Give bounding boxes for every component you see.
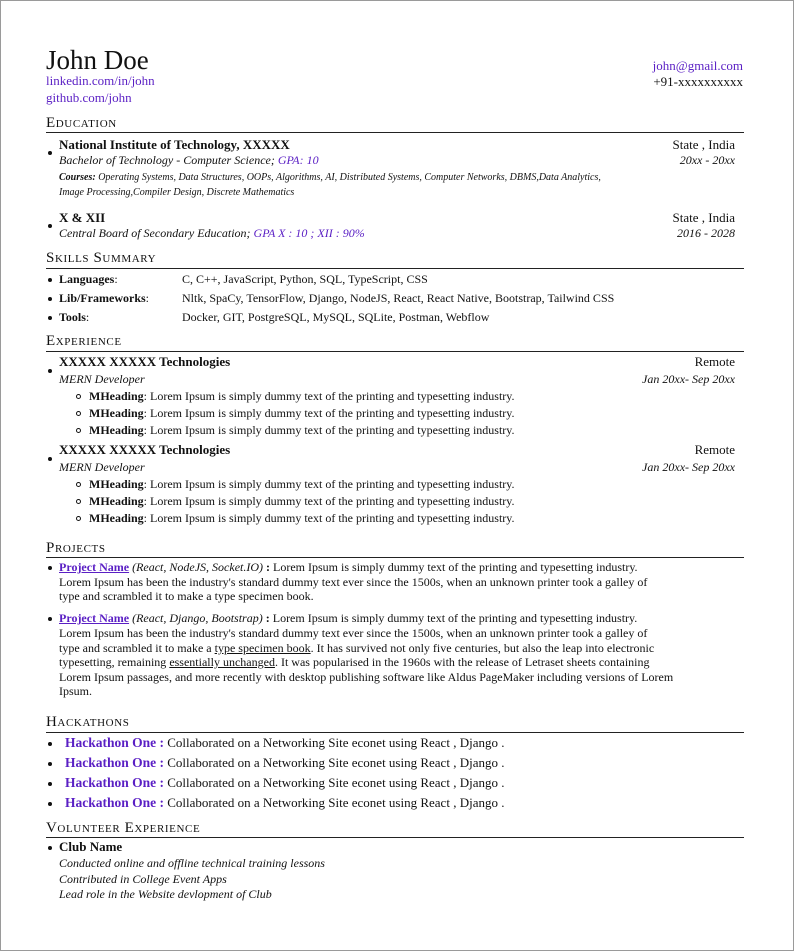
- bullet: [48, 742, 52, 746]
- job-location: Remote: [694, 354, 735, 369]
- skill-value: Nltk, SpaCy, TensorFlow, Django, NodeJS, React, React Native, Bootstrap, Tailwind CSS: [182, 291, 615, 305]
- institution-name: X & XII: [59, 210, 106, 225]
- education-dates: 2016 - 2028: [677, 226, 735, 240]
- bullet: [48, 151, 52, 155]
- project-description: Lorem Ipsum passages, and more recently with desktop publishing software like Aldus PageMaker including versions of Lorem: [59, 670, 674, 684]
- bullet: [48, 846, 52, 850]
- volunteer-heading: Volunteer Experience: [46, 820, 201, 836]
- bullet: [48, 457, 52, 461]
- experience-point: MHeading: Lorem Ipsum is simply dummy text of the printing and typesetting industry.: [89, 389, 515, 403]
- company-name: XXXXX XXXXX Technologies: [59, 442, 231, 457]
- volunteer-line: Contributed in College Event Apps: [59, 872, 227, 886]
- institution-location: State , India: [672, 137, 735, 152]
- degree-line: Bachelor of Technology - Computer Science; GPA: 10: [59, 153, 319, 167]
- education-rule: [46, 132, 744, 133]
- projects-rule: [46, 557, 744, 558]
- project-description: type and scrambled it to make a type specimen book. It has survived not only five centuries, but also the leap into electronic: [59, 641, 655, 655]
- experience-point: MHeading: Lorem Ipsum is simply dummy text of the printing and typesetting industry.: [89, 511, 515, 525]
- bullet: [48, 278, 52, 282]
- bullet: [48, 224, 52, 228]
- job-location: Remote: [694, 442, 735, 457]
- bullet: [48, 316, 52, 320]
- circle-bullet: [76, 428, 81, 433]
- company-name: XXXXX XXXXX Technologies: [59, 354, 231, 369]
- skill-value: Docker, GIT, PostgreSQL, MySQL, SQLite, Postman, Webflow: [182, 310, 490, 324]
- phone-number: +91-xxxxxxxxxx: [653, 74, 743, 89]
- experience-point: MHeading: Lorem Ipsum is simply dummy text of the printing and typesetting industry.: [89, 494, 515, 508]
- hackathons-heading: Hackathons: [46, 714, 130, 730]
- project-name-link[interactable]: Project Name: [59, 611, 130, 625]
- github-link[interactable]: github.com/john: [46, 90, 132, 105]
- hackathon-item: Hackathon One : Collaborated on a Networking Site econet using React , Django .: [65, 755, 505, 770]
- gpa: GPA: 10: [277, 153, 319, 167]
- circle-bullet: [76, 482, 81, 487]
- gpa: GPA X : 10 ; XII : 90%: [253, 226, 365, 240]
- hackathon-item: Hackathon One : Collaborated on a Networking Site econet using React , Django .: [65, 735, 505, 750]
- bullet: [48, 297, 52, 301]
- bullet: [48, 782, 52, 786]
- candidate-name: John Doe: [46, 45, 149, 75]
- email-link[interactable]: john@gmail.com: [652, 58, 743, 73]
- experience-point: MHeading: Lorem Ipsum is simply dummy text of the printing and typesetting industry.: [89, 406, 515, 420]
- skills-rule: [46, 268, 744, 269]
- experience-point: MHeading: Lorem Ipsum is simply dummy text of the printing and typesetting industry.: [89, 423, 515, 437]
- volunteer-line: Conducted online and offline technical training lessons: [59, 856, 325, 870]
- job-dates: Jan 20xx- Sep 20xx: [642, 460, 735, 474]
- circle-bullet: [76, 499, 81, 504]
- project-line: Project Name (React, NodeJS, Socket.IO) : Lorem Ipsum is simply dummy text of the printing and typesetting industry.: [59, 560, 638, 574]
- circle-bullet: [76, 411, 81, 416]
- linkedin-link[interactable]: linkedin.com/in/john: [46, 73, 155, 88]
- bullet: [48, 802, 52, 806]
- skills-heading: Skills Summary: [46, 250, 157, 266]
- volunteer-rule: [46, 837, 744, 838]
- project-description: Ipsum.: [59, 684, 92, 698]
- experience-point: MHeading: Lorem Ipsum is simply dummy text of the printing and typesetting industry.: [89, 477, 515, 491]
- circle-bullet: [76, 394, 81, 399]
- hackathons-rule: [46, 732, 744, 733]
- project-description: type and scrambled it to make a type specimen book.: [59, 589, 314, 603]
- experience-heading: Experience: [46, 333, 122, 349]
- experience-rule: [46, 351, 744, 352]
- project-description: Lorem Ipsum has been the industry's standard dummy text ever since the 1500s, when an unknown printer took a galley of: [59, 575, 648, 589]
- bullet: [48, 617, 52, 621]
- job-dates: Jan 20xx- Sep 20xx: [642, 372, 735, 386]
- degree-line: Central Board of Secondary Education; GPA X : 10 ; XII : 90%: [59, 226, 365, 240]
- skill-value: C, C++, JavaScript, Python, SQL, TypeScript, CSS: [182, 272, 428, 286]
- skill-label: Tools:: [59, 310, 90, 324]
- education-dates: 20xx - 20xx: [679, 153, 735, 167]
- bullet: [48, 762, 52, 766]
- job-role: MERN Developer: [59, 372, 145, 386]
- project-description: typesetting, remaining essentially unchanged. It was popularised in the 1960s with the release of Letraset sheets containing: [59, 655, 650, 669]
- hackathon-item: Hackathon One : Collaborated on a Networking Site econet using React , Django .: [65, 775, 505, 790]
- project-line: Project Name (React, Django, Bootstrap) : Lorem Ipsum is simply dummy text of the printing and typesetting industry.: [59, 611, 638, 625]
- institution-location: State , India: [672, 210, 735, 225]
- club-name: Club Name: [59, 839, 123, 854]
- volunteer-line: Lead role in the Website devlopment of Club: [59, 887, 272, 901]
- job-role: MERN Developer: [59, 460, 145, 474]
- project-name-link[interactable]: Project Name: [59, 560, 130, 574]
- courses-line-2: Image Processing,Compiler Design, Discrete Mathematics: [59, 187, 295, 198]
- circle-bullet: [76, 516, 81, 521]
- hackathon-item: Hackathon One : Collaborated on a Networking Site econet using React , Django .: [65, 795, 505, 810]
- courses-line: Courses: Operating Systems, Data Structures, OOPs, Algorithms, AI, Distributed Systems, Computer Networks, DBMS,Data Analytics,: [59, 172, 601, 183]
- bullet: [48, 566, 52, 570]
- skill-label: Lib/Frameworks:: [59, 291, 150, 305]
- projects-heading: Projects: [46, 540, 106, 556]
- education-heading: Education: [46, 115, 117, 131]
- bullet: [48, 369, 52, 373]
- project-description: Lorem Ipsum has been the industry's standard dummy text ever since the 1500s, when an unknown printer took a galley of: [59, 626, 648, 640]
- skill-label: Languages:: [59, 272, 118, 286]
- institution-name: National Institute of Technology, XXXXX: [59, 137, 290, 152]
